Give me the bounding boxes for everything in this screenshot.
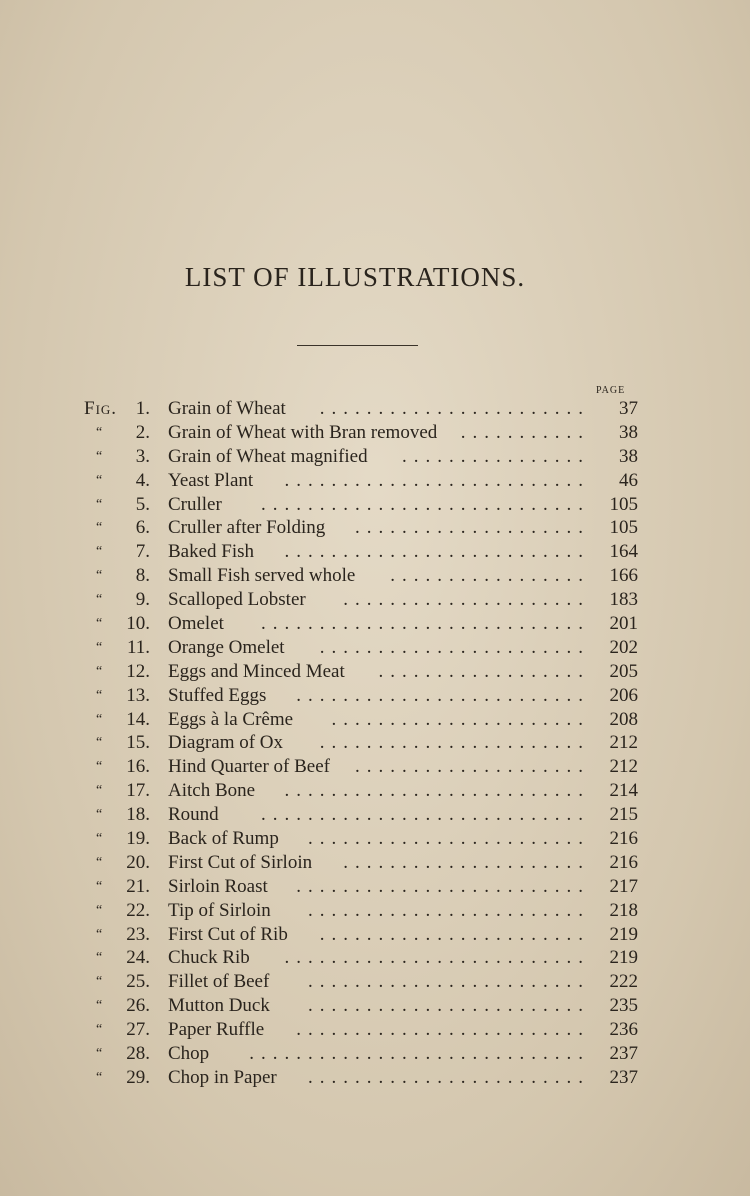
figure-number: 3. [135, 445, 150, 467]
page-number: 235 [609, 995, 638, 1017]
leader-dots: ..................... [343, 851, 590, 873]
figure-number: 26. [126, 995, 150, 1017]
page-number: 217 [609, 875, 638, 897]
figure-name: Tip of Sirloin [168, 899, 271, 921]
leader-dots: ........................ [308, 1066, 590, 1088]
figure-number: 29. [126, 1066, 150, 1088]
list-item [0, 684, 750, 708]
ditto-mark: “ [96, 735, 104, 751]
figure-number: 12. [126, 660, 150, 682]
ditto-mark: “ [96, 926, 104, 942]
page-number: 46 [619, 469, 638, 491]
figure-name: Fillet of Beef [168, 971, 270, 993]
page-number: 212 [609, 732, 638, 754]
figure-name: Grain of Wheat [168, 398, 286, 419]
list-item [0, 994, 750, 1018]
figure-number: 4. [135, 469, 150, 491]
figure-name: Grain of Wheat with Bran removed [168, 421, 438, 443]
figure-name: Aitch Bone [168, 780, 256, 802]
leader-dots: .................... [355, 756, 590, 778]
page-number: 164 [609, 541, 638, 563]
leader-dots: ............................. [249, 1043, 590, 1065]
list-item [0, 851, 750, 875]
list-item [0, 803, 750, 827]
figure-name: Grain of Wheat magnified [168, 445, 368, 467]
figure-number: 25. [126, 971, 150, 993]
list-item [0, 660, 750, 684]
list-item [0, 540, 750, 564]
leader-dots: ....................... [319, 923, 590, 945]
figure-name: Cruller [168, 493, 222, 515]
list-item [0, 493, 750, 517]
leader-dots: ........................ [308, 899, 590, 921]
figure-number: 9. [135, 589, 150, 611]
figure-name: Round [168, 804, 219, 826]
list-item [0, 445, 750, 469]
page-number: 219 [609, 947, 638, 969]
figure-name: Paper Ruffle [168, 1019, 265, 1041]
figure-number: 8. [135, 565, 150, 587]
ditto-mark: “ [96, 496, 104, 512]
list-item [0, 708, 750, 732]
leader-dots: ......................... [296, 1019, 590, 1041]
ditto-mark: “ [96, 592, 104, 608]
ditto-mark: “ [96, 1046, 104, 1062]
ditto-mark: “ [96, 687, 104, 703]
list-item [0, 946, 750, 970]
leader-dots: ............................ [261, 613, 590, 635]
list-item [0, 421, 750, 445]
ditto-mark: “ [96, 783, 104, 799]
figure-number: 5. [135, 493, 150, 515]
figure-name: Eggs and Minced Meat [168, 660, 345, 682]
figure-name: Hind Quarter of Beef [168, 756, 330, 778]
page-number: 237 [609, 1043, 638, 1065]
figure-name: Diagram of Ox [168, 732, 284, 754]
list-item [0, 1018, 750, 1042]
figure-name: Stuffed Eggs [168, 684, 267, 706]
ditto-mark: “ [96, 807, 104, 823]
ditto-mark: “ [96, 950, 104, 966]
page-number: 183 [609, 589, 638, 611]
heading-text: LIST OF ILLUSTRATIONS. [184, 262, 526, 292]
list-item [0, 970, 750, 994]
list-item [0, 827, 750, 851]
ditto-mark: “ [96, 616, 104, 632]
ditto-mark: “ [96, 639, 104, 655]
figure-number: 11. [126, 636, 150, 658]
leader-dots: ......................... [296, 684, 590, 706]
leader-dots: ....................... [319, 398, 590, 419]
figure-name: Scalloped Lobster [168, 589, 306, 611]
figure-name: Cruller after Folding [168, 517, 326, 539]
figure-name: Mutton Duck [168, 995, 270, 1017]
list-item [0, 516, 750, 540]
figure-name: Yeast Plant [168, 469, 254, 491]
leader-dots: ........................ [308, 828, 590, 850]
figure-number: 2. [135, 421, 150, 443]
page-number: 212 [609, 756, 638, 778]
page-number: 38 [619, 445, 638, 467]
figure-name: Baked Fish [168, 541, 255, 563]
ditto-mark: “ [96, 854, 104, 870]
figure-name: Small Fish served whole [168, 565, 356, 587]
ditto-mark: “ [96, 448, 104, 464]
figure-name: First Cut of Rib [168, 923, 288, 945]
leader-dots: .......................... [284, 469, 590, 491]
title-rule [297, 345, 418, 346]
leader-dots: ........................ [308, 971, 590, 993]
ditto-mark: “ [96, 663, 104, 679]
illustration-list [0, 397, 750, 1090]
page-number: 216 [609, 828, 638, 850]
list-item [0, 779, 750, 803]
ditto-mark: “ [96, 544, 104, 560]
ditto-mark: “ [96, 1022, 104, 1038]
figure-number: 6. [135, 517, 150, 539]
ditto-mark: “ [96, 902, 104, 918]
page-number: 218 [609, 899, 638, 921]
list-item [0, 899, 750, 923]
figure-number: 16. [126, 756, 150, 778]
ditto-mark: “ [96, 998, 104, 1014]
ditto-mark: “ [96, 711, 104, 727]
page-number: 214 [609, 780, 638, 802]
ditto-mark: “ [96, 1069, 104, 1085]
leader-dots: ............................ [261, 804, 590, 826]
ditto-mark: “ [96, 759, 104, 775]
leader-dots: ..................... [343, 589, 590, 611]
figure-name: Omelet [168, 613, 224, 635]
figure-name: Chuck Rib [168, 947, 250, 969]
figure-number: 22. [126, 899, 150, 921]
page-number: 202 [609, 636, 638, 658]
figure-number: 19. [126, 828, 150, 850]
leader-dots: ................ [402, 445, 590, 467]
page-number: 105 [609, 517, 638, 539]
leader-dots: ......................... [296, 875, 590, 897]
page-number: 201 [609, 613, 638, 635]
page-number: 237 [609, 1066, 638, 1088]
figure-number: 7. [135, 541, 150, 563]
leader-dots: ............................ [261, 493, 590, 515]
page-number: 208 [609, 708, 638, 730]
page-number: 166 [609, 565, 638, 587]
figure-number: 10. [126, 613, 150, 635]
page-column-label: PAGE [596, 385, 626, 396]
leader-dots: ........................ [308, 995, 590, 1017]
ditto-mark: “ [96, 974, 104, 990]
list-item [0, 588, 750, 612]
ditto-mark: “ [96, 472, 104, 488]
page-number: 222 [609, 971, 638, 993]
page-number: 205 [609, 660, 638, 682]
figure-number: 21. [126, 875, 150, 897]
list-item [0, 923, 750, 947]
page-number: 105 [609, 493, 638, 515]
ditto-mark: “ [96, 520, 104, 536]
leader-dots: .................... [355, 517, 590, 539]
fig-prefix: Fig. [84, 398, 118, 419]
figure-number: 24. [126, 947, 150, 969]
figure-name: Sirloin Roast [168, 875, 268, 897]
list-item [0, 564, 750, 588]
leader-dots: .................. [378, 660, 590, 682]
figure-number: 14. [126, 708, 150, 730]
leader-dots: .......................... [284, 947, 590, 969]
ditto-mark: “ [96, 878, 104, 894]
figure-name: Chop in Paper [168, 1066, 277, 1088]
page-number: 215 [609, 804, 638, 826]
figure-name: Chop [168, 1043, 210, 1065]
figure-number: 27. [126, 1019, 150, 1041]
figure-number: 23. [126, 923, 150, 945]
figure-number: 17. [126, 780, 150, 802]
ditto-mark: “ [96, 568, 104, 584]
list-item [0, 1042, 750, 1066]
ditto-mark: “ [96, 424, 104, 440]
figure-number: 13. [126, 684, 150, 706]
page-title [0, 262, 710, 293]
figure-name: Orange Omelet [168, 636, 285, 658]
figure-name: Back of Rump [168, 828, 279, 850]
leader-dots: .......................... [284, 541, 590, 563]
figure-number: 1. [135, 398, 150, 419]
page-number: 206 [609, 684, 638, 706]
figure-number: 20. [126, 851, 150, 873]
figure-name: Eggs à la Crême [168, 708, 294, 730]
page-number: 38 [619, 421, 638, 443]
page-number: 236 [609, 1019, 638, 1041]
list-item [0, 755, 750, 779]
list-item [0, 731, 750, 755]
page-number: 219 [609, 923, 638, 945]
leader-dots: ....................... [319, 636, 590, 658]
page-number: 216 [609, 851, 638, 873]
figure-number: 15. [126, 732, 150, 754]
list-item [0, 1066, 750, 1090]
leader-dots: ........... [460, 421, 590, 443]
leader-dots: ...................... [331, 708, 590, 730]
leader-dots: ....................... [319, 732, 590, 754]
figure-number: 18. [126, 804, 150, 826]
figure-number: 28. [126, 1043, 150, 1065]
list-item [0, 875, 750, 899]
leader-dots: .......................... [284, 780, 590, 802]
list-item [0, 636, 750, 660]
list-item [0, 612, 750, 636]
list-item [0, 469, 750, 493]
page-number: 37 [619, 398, 638, 419]
leader-dots: ................. [390, 565, 590, 587]
figure-name: First Cut of Sirloin [168, 851, 313, 873]
list-item [0, 397, 750, 421]
ditto-mark: “ [96, 831, 104, 847]
